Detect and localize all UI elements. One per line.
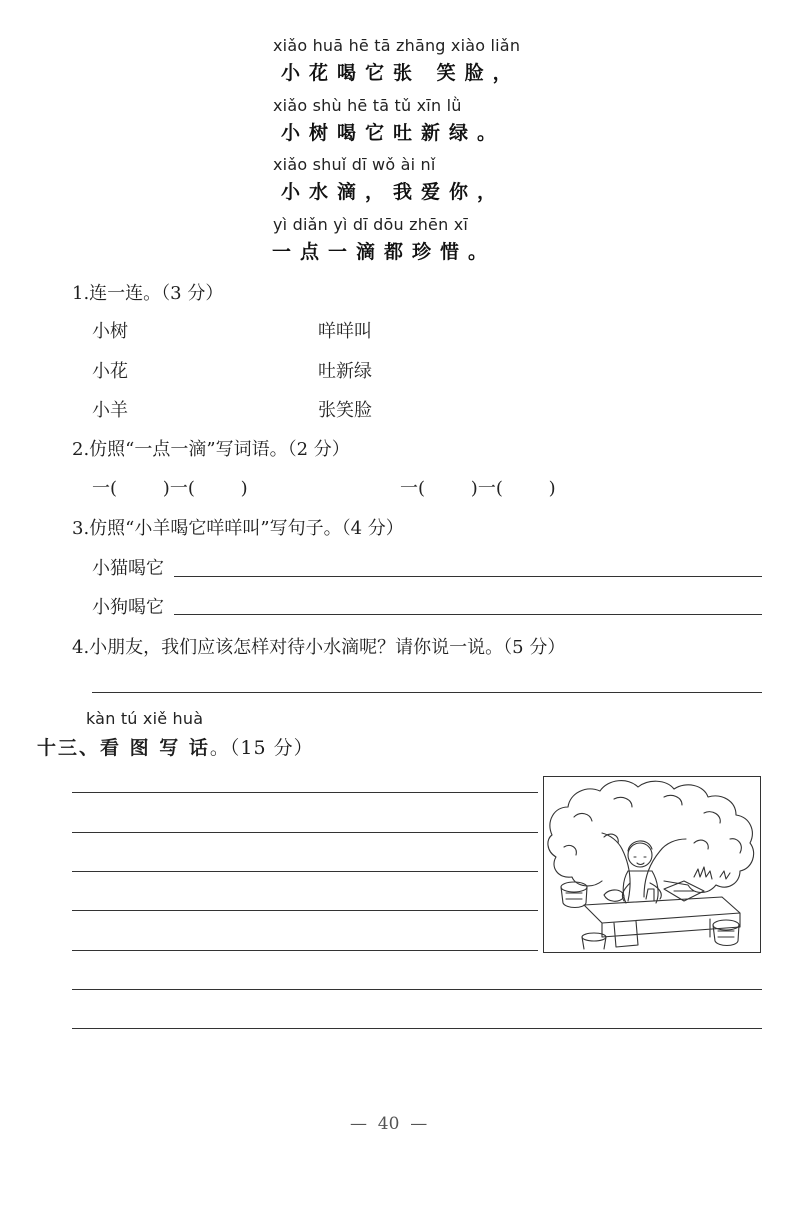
poem-pinyin-4: yì diǎn yì dī dōu zhēn xī [273,215,469,234]
stool-left [561,882,587,892]
writing-line[interactable] [72,950,538,951]
writing-line[interactable] [72,871,538,872]
tree-canopy [548,781,754,893]
q1-left-item[interactable]: 小树 [92,321,128,342]
poem-line-1: 小花喝它张 笑脸， [281,62,521,84]
poem-pinyin-3: xiǎo shuǐ dī wǒ ài nǐ [273,155,436,174]
q1-left-item[interactable]: 小花 [92,361,128,382]
q1-right-item[interactable]: 张笑脸 [318,400,372,421]
q1-title: 1.连一连。（3 分） [72,283,224,304]
q2-blank-1[interactable]: 一( )一( ) [92,478,248,499]
child-drawing-under-tree-illustration [543,776,761,953]
section13-pinyin: kàn tú xiě huà [86,709,204,728]
q4-title: 4.小朋友，我们应该怎样对待小水滴呢？请你说一说。（5 分） [72,637,566,658]
writing-line[interactable] [72,989,762,990]
q2-title: 2.仿照“一点一滴”写词语。（2 分） [72,439,350,460]
writing-line[interactable] [72,910,538,911]
poem-line-2: 小树喝它吐新绿。 [281,122,506,144]
poem-pinyin-1: xiǎo huā hē tā zhāng xiào liǎn [273,36,521,55]
q4-answer-line[interactable] [92,692,762,693]
illustration-svg [544,777,761,953]
poem-pinyin-2: xiǎo shù hē tā tǔ xīn lǜ [273,96,462,115]
poem-line-4: 一点一滴都珍惜。 [272,241,497,263]
section13-score: 。（15 分） [209,737,314,759]
page-number: — 40 — [350,1114,428,1134]
q3-prompt-dog: 小狗喝它 [92,597,164,618]
poem-line-3: 小水滴，我爱你， [281,181,506,203]
q1-right-item[interactable]: 吐新绿 [318,361,372,382]
q3-prompt-cat: 小猫喝它 [92,558,164,579]
q2-blank-2[interactable]: 一( )一( ) [400,478,556,499]
section13-title-text: 十三、看 图 写 话 [37,737,210,759]
writing-line[interactable] [72,832,538,833]
child-head [628,843,652,867]
q1-right-item[interactable]: 咩咩叫 [318,321,372,342]
q3-answer-line-cat[interactable] [174,576,762,577]
q3-answer-line-dog[interactable] [174,614,762,615]
section13-title [37,733,314,760]
writing-line[interactable] [72,792,538,793]
q3-title: 3.仿照“小羊喝它咩咩叫”写句子。（4 分） [72,518,404,539]
writing-line[interactable] [72,1028,762,1029]
q1-left-item[interactable]: 小羊 [92,400,128,421]
